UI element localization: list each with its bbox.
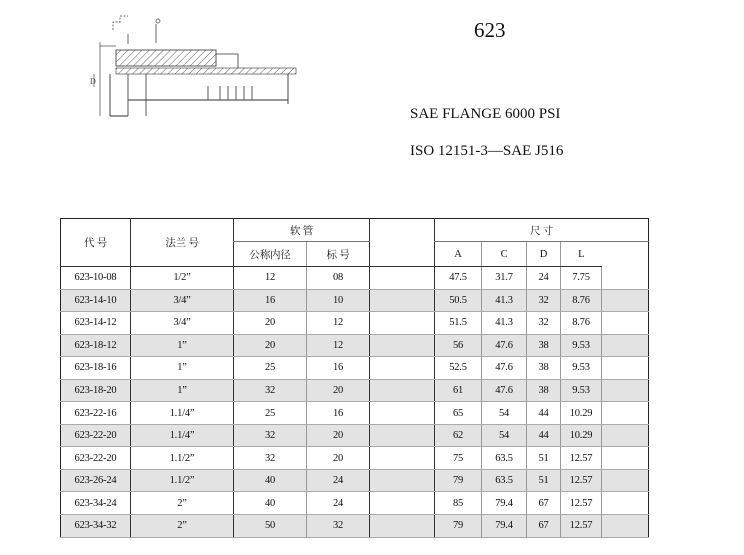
cell-C: 47.6 <box>482 334 527 357</box>
cell-D: 51 <box>527 447 561 470</box>
cell-hose-mark: 20 <box>307 424 370 447</box>
header-D: D <box>527 242 561 267</box>
cell-end <box>602 357 649 380</box>
cell-hose-id: 20 <box>234 334 307 357</box>
standard-line-1: SAE FLANGE 6000 PSI <box>410 106 561 122</box>
cell-A: 62 <box>435 424 482 447</box>
cell-hose-mark: 20 <box>307 447 370 470</box>
cell-D: 38 <box>527 357 561 380</box>
cell-end <box>602 469 649 492</box>
cell-hose-mark: 12 <box>307 334 370 357</box>
cell-C: 54 <box>482 424 527 447</box>
cell-D: 32 <box>527 289 561 312</box>
cell-end <box>602 289 649 312</box>
cell-L: 8.76 <box>561 312 602 335</box>
cell-D: 44 <box>527 424 561 447</box>
table-row <box>61 312 649 335</box>
cell-A: 75 <box>435 447 482 470</box>
cell-blank <box>370 492 435 515</box>
header-hose-id: 公称内径 <box>234 242 307 267</box>
cell-flange: 2” <box>131 492 234 515</box>
cell-flange: 1.1/2” <box>131 469 234 492</box>
cell-code: 623-10-08 <box>61 267 131 290</box>
cell-L: 12.57 <box>561 492 602 515</box>
cell-flange: 1” <box>131 379 234 402</box>
cell-blank <box>370 379 435 402</box>
table-row <box>61 289 649 312</box>
cell-hose-mark: 24 <box>307 492 370 515</box>
cell-D: 38 <box>527 334 561 357</box>
cell-hose-mark: 16 <box>307 357 370 380</box>
cell-end <box>602 379 649 402</box>
cell-A: 51.5 <box>435 312 482 335</box>
header-code: 代 号 <box>61 219 131 267</box>
table-row <box>61 515 649 538</box>
header-L: L <box>561 242 602 267</box>
cell-A: 52.5 <box>435 357 482 380</box>
cell-flange: 1” <box>131 334 234 357</box>
cell-D: 44 <box>527 402 561 425</box>
cell-D: 51 <box>527 469 561 492</box>
cell-hose-id: 40 <box>234 492 307 515</box>
cell-C: 47.6 <box>482 379 527 402</box>
cell-C: 31.7 <box>482 267 527 290</box>
cell-A: 61 <box>435 379 482 402</box>
cell-blank <box>370 289 435 312</box>
cell-flange: 1.1/4” <box>131 402 234 425</box>
cell-code: 623-22-16 <box>61 402 131 425</box>
cell-L: 12.57 <box>561 515 602 538</box>
cell-blank <box>370 515 435 538</box>
cell-A: 79 <box>435 469 482 492</box>
header-C: C <box>482 242 527 267</box>
cell-code: 623-26-24 <box>61 469 131 492</box>
cell-hose-id: 16 <box>234 289 307 312</box>
cell-end <box>602 515 649 538</box>
cell-C: 41.3 <box>482 289 527 312</box>
table-row <box>61 267 649 290</box>
cell-end <box>602 267 649 290</box>
cell-hose-id: 32 <box>234 379 307 402</box>
cell-hose-id: 12 <box>234 267 307 290</box>
spec-table <box>60 218 649 538</box>
cell-D: 67 <box>527 515 561 538</box>
cell-hose-mark: 10 <box>307 289 370 312</box>
header-hose: 软 管 <box>234 219 370 242</box>
cell-code: 623-18-20 <box>61 379 131 402</box>
cell-blank <box>370 469 435 492</box>
table-row <box>61 379 649 402</box>
table-row <box>61 357 649 380</box>
cell-D: 38 <box>527 379 561 402</box>
standard-line-2: ISO 12151-3—SAE J516 <box>410 143 564 159</box>
cell-A: 65 <box>435 402 482 425</box>
cell-C: 79.4 <box>482 515 527 538</box>
header-blank <box>370 219 435 267</box>
cell-L: 10.29 <box>561 402 602 425</box>
cell-end <box>602 402 649 425</box>
cell-A: 79 <box>435 515 482 538</box>
cell-flange: 1” <box>131 357 234 380</box>
cell-L: 10.29 <box>561 424 602 447</box>
cell-L: 9.53 <box>561 357 602 380</box>
cell-blank <box>370 312 435 335</box>
cell-D: 32 <box>527 312 561 335</box>
cell-D: 24 <box>527 267 561 290</box>
cell-C: 79.4 <box>482 492 527 515</box>
cell-code: 623-18-16 <box>61 357 131 380</box>
table-row <box>61 492 649 515</box>
header-flange: 法兰 号 <box>131 219 234 267</box>
cell-code: 623-34-24 <box>61 492 131 515</box>
cell-hose-id: 32 <box>234 424 307 447</box>
header-A: A <box>435 242 482 267</box>
cell-flange: 2” <box>131 515 234 538</box>
cell-end <box>602 424 649 447</box>
cell-blank <box>370 402 435 425</box>
cell-flange: 3/4” <box>131 289 234 312</box>
cell-end <box>602 447 649 470</box>
cell-L: 12.57 <box>561 447 602 470</box>
cell-hose-mark: 12 <box>307 312 370 335</box>
cell-flange: 1.1/2” <box>131 447 234 470</box>
cell-L: 7.75 <box>561 267 602 290</box>
cell-L: 9.53 <box>561 379 602 402</box>
cell-L: 8.76 <box>561 289 602 312</box>
table-row <box>61 447 649 470</box>
cell-flange: 1/2” <box>131 267 234 290</box>
cell-L: 9.53 <box>561 334 602 357</box>
cell-hose-id: 32 <box>234 447 307 470</box>
cell-D: 67 <box>527 492 561 515</box>
cell-hose-mark: 20 <box>307 379 370 402</box>
header-dimensions: 尺 寸 <box>435 219 649 242</box>
cell-hose-mark: 16 <box>307 402 370 425</box>
cell-code: 623-22-20 <box>61 447 131 470</box>
part-number-title: 623 <box>474 18 506 42</box>
header-hose-mark: 标 号 <box>307 242 370 267</box>
table-row <box>61 402 649 425</box>
cell-hose-id: 50 <box>234 515 307 538</box>
cell-hose-id: 25 <box>234 357 307 380</box>
cell-hose-id: 20 <box>234 312 307 335</box>
cell-end <box>602 492 649 515</box>
cell-C: 63.5 <box>482 447 527 470</box>
cell-A: 56 <box>435 334 482 357</box>
cell-A: 50.5 <box>435 289 482 312</box>
cell-L: 12.57 <box>561 469 602 492</box>
svg-text:D: D <box>90 77 96 86</box>
cell-end <box>602 334 649 357</box>
cell-blank <box>370 424 435 447</box>
cell-blank <box>370 267 435 290</box>
table-row <box>61 424 649 447</box>
cell-flange: 3/4” <box>131 312 234 335</box>
fitting-drawing <box>88 12 298 122</box>
cell-blank <box>370 334 435 357</box>
cell-flange: 1.1/4” <box>131 424 234 447</box>
cell-code: 623-14-12 <box>61 312 131 335</box>
cell-blank <box>370 357 435 380</box>
cell-blank <box>370 447 435 470</box>
cell-code: 623-22-20 <box>61 424 131 447</box>
cell-C: 54 <box>482 402 527 425</box>
cell-code: 623-14-10 <box>61 289 131 312</box>
table-row <box>61 334 649 357</box>
cell-end <box>602 312 649 335</box>
cell-code: 623-34-32 <box>61 515 131 538</box>
cell-C: 41.3 <box>482 312 527 335</box>
cell-hose-mark: 24 <box>307 469 370 492</box>
cell-hose-mark: 32 <box>307 515 370 538</box>
cell-hose-mark: 08 <box>307 267 370 290</box>
cell-A: 47.5 <box>435 267 482 290</box>
cell-hose-id: 25 <box>234 402 307 425</box>
table-row <box>61 469 649 492</box>
cell-code: 623-18-12 <box>61 334 131 357</box>
cell-A: 85 <box>435 492 482 515</box>
cell-C: 63.5 <box>482 469 527 492</box>
cell-C: 47.6 <box>482 357 527 380</box>
cell-hose-id: 40 <box>234 469 307 492</box>
